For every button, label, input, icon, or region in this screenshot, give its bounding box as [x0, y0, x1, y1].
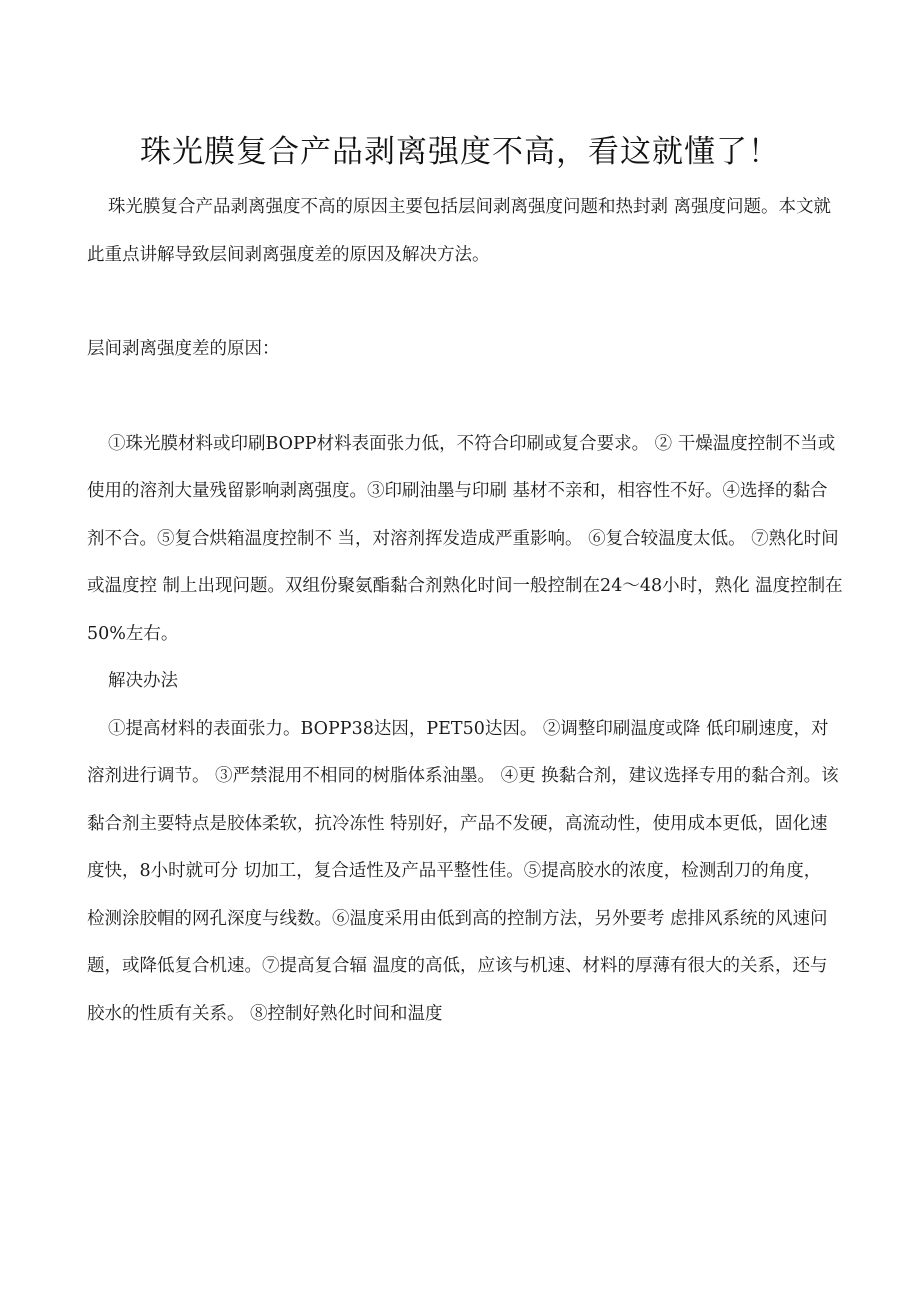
paragraph-spacer [87, 279, 843, 326]
page-title: 珠光膜复合产品剥离强度不高，看这就懂了！ [140, 134, 780, 170]
paragraph-spacer [87, 374, 843, 421]
solutions-heading: 解决办法 [108, 671, 178, 691]
solutions-paragraph: ①提高材料的表面张力。BOPP38达因，PET50达因。 ②调整印刷温度或降 低印刷速度，对溶剂进行调节。 ③严禁混用不相同的树脂体系油墨。 ④更 换黏合剂，建议选择专用的黏合剂。该黏合剂主要特点是胶体柔软，抗冷冻性 特别好，产品不发硬，高流动性，使用成本更低，固化速度快，8小时就可分 切加工，复合适性及产品平整性佳。⑤提高胶水的浓度，检测刮刀的角度， 检测涂胶帽的网孔深度与线数。⑥温度采用由低到高的控制方法，另外要考 虑排风系统的风速问题，或降低复合机速。⑦提高复合辐 温度的高低，应该与机速、材料的厚薄有很大的关系，还与胶水的性质有关系。 ⑧控制好熟化时间和温度 [87, 718, 839, 1024]
intro-paragraph: 珠光膜复合产品剥离强度不高的原因主要包括层间剥离强度问题和热封剥 离强度问题。本文就此重点讲解导致层间剥离强度差的原因及解决方法。 [87, 197, 832, 265]
causes-paragraph: ①珠光膜材料或印刷BOPP材料表面张力低，不符合印刷或复合要求。 ② 干燥温度控制不当或使用的溶剂大量残留影响剥离强度。③印刷油墨与印刷 基材不亲和，相容性不好。④选择的黏合剂不合。⑤复合烘箱温度控制不 当，对溶剂挥发造成严重影响。 ⑥复合较温度太低。 ⑦熟化时间或温度控 制上出现问题。双组份聚氨酯黏合剂熟化时间一般控制在24～48小时，熟化 温度控制在50%左右。 [87, 433, 843, 644]
document-body [87, 184, 843, 1038]
causes-heading: 层间剥离强度差的原因： [87, 339, 280, 359]
